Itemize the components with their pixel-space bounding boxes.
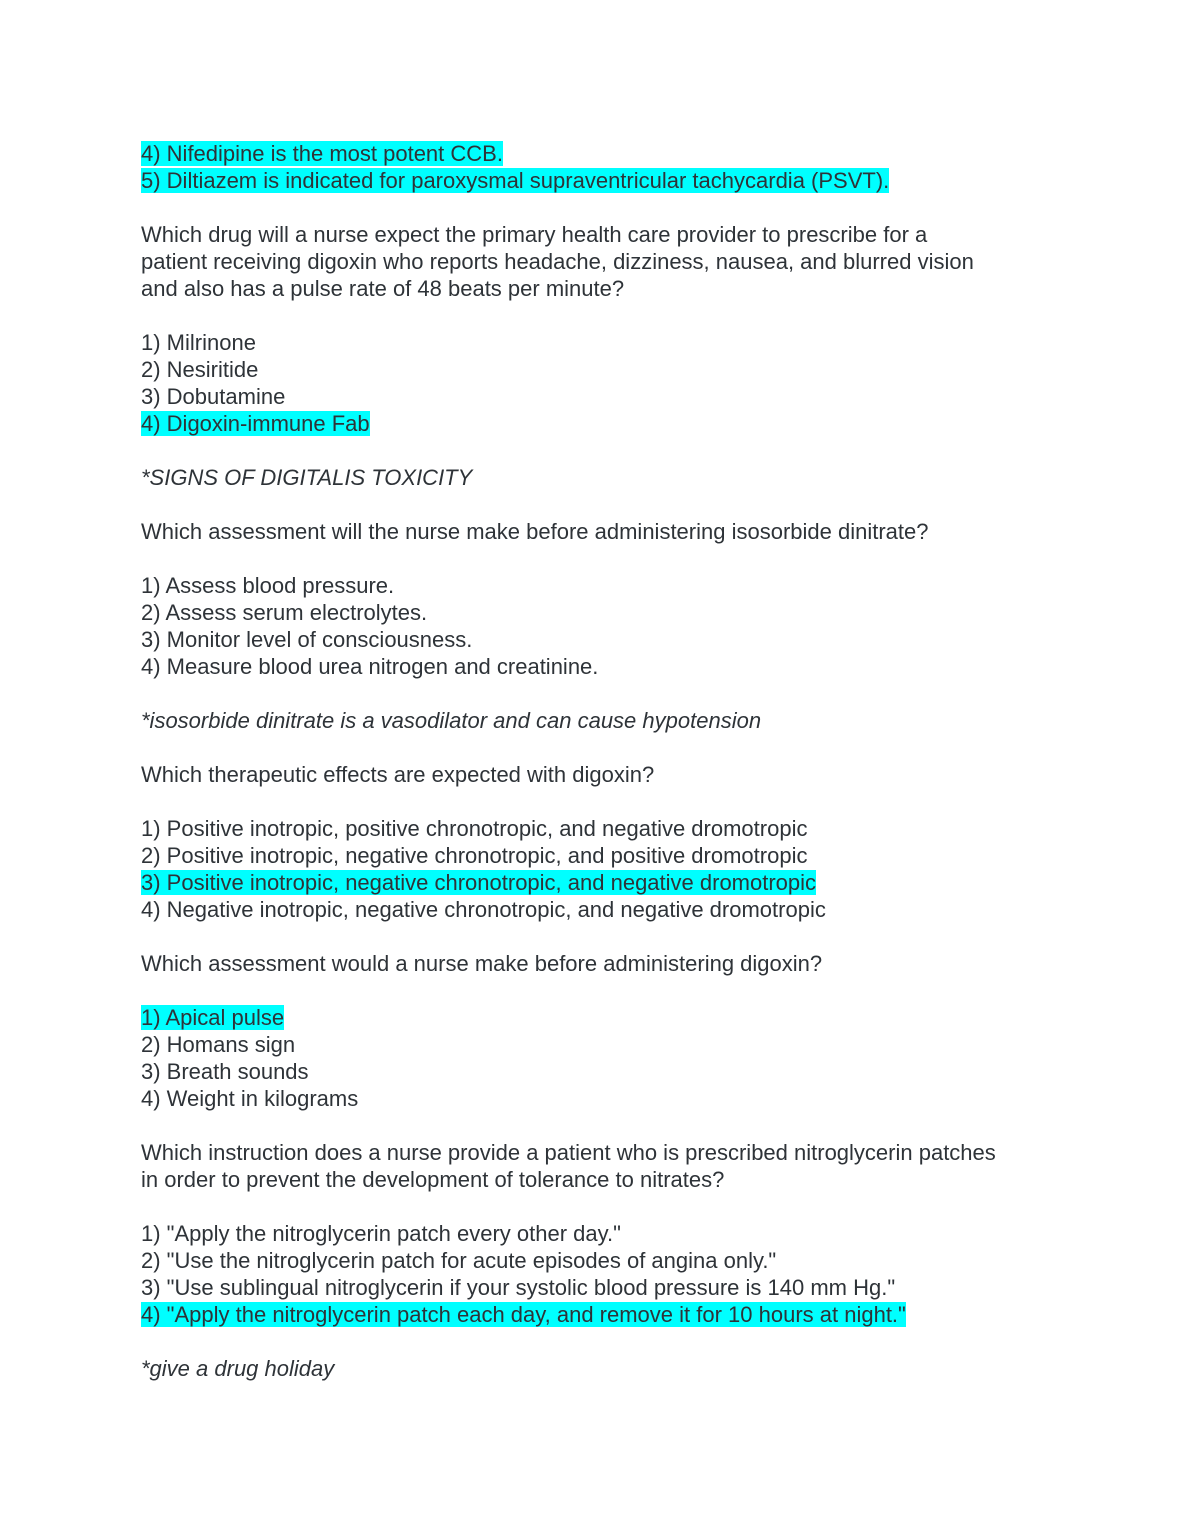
rationale-note: *SIGNS OF DIGITALIS TOXICITY xyxy=(141,465,473,490)
answer-option: 2) Nesiritide xyxy=(141,357,259,382)
question-text: Which assessment would a nurse make before administering digoxin? xyxy=(141,951,823,976)
rationale-note: *isosorbide dinitrate is a vasodilator and can cause hypotension xyxy=(141,708,762,733)
answer-option: 1) Assess blood pressure. xyxy=(141,573,395,598)
document-page xyxy=(141,140,1101,1382)
intro-items xyxy=(141,140,1101,194)
answer-option: 2) Positive inotropic, negative chronotropic, and positive dromotropic xyxy=(141,843,808,868)
answer-option-correct: 4) Digoxin-immune Fab xyxy=(141,411,370,436)
question-block-5 xyxy=(141,1139,1101,1382)
question-text: patient receiving digoxin who reports headache, dizziness, nausea, and blurred vision xyxy=(141,249,974,274)
answer-option: 3) Breath sounds xyxy=(141,1059,309,1084)
answer-option: 4) Weight in kilograms xyxy=(141,1086,359,1111)
question-block-3 xyxy=(141,761,1101,923)
answer-option: 3) "Use sublingual nitroglycerin if your systolic blood pressure is 140 mm Hg." xyxy=(141,1275,896,1300)
question-block-1 xyxy=(141,221,1101,491)
rationale-note: *give a drug holiday xyxy=(141,1356,335,1381)
answer-option-correct: 1) Apical pulse xyxy=(141,1005,285,1030)
question-block-4 xyxy=(141,950,1101,1112)
answer-option: 1) Positive inotropic, positive chronotropic, and negative dromotropic xyxy=(141,816,808,841)
question-text: Which instruction does a nurse provide a patient who is prescribed nitroglycerin patches xyxy=(141,1140,996,1165)
answer-option: 2) "Use the nitroglycerin patch for acute episodes of angina only." xyxy=(141,1248,777,1273)
question-text: Which assessment will the nurse make before administering isosorbide dinitrate? xyxy=(141,519,929,544)
question-text: and also has a pulse rate of 48 beats per minute? xyxy=(141,276,625,301)
answer-option: 3) Dobutamine xyxy=(141,384,286,409)
answer-option: 2) Homans sign xyxy=(141,1032,296,1057)
answer-option: 1) Milrinone xyxy=(141,330,256,355)
question-block-2 xyxy=(141,518,1101,734)
intro-item-highlighted: 4) Nifedipine is the most potent CCB. xyxy=(141,141,503,166)
answer-option: 1) "Apply the nitroglycerin patch every other day." xyxy=(141,1221,621,1246)
question-text: Which therapeutic effects are expected with digoxin? xyxy=(141,762,655,787)
answer-option: 4) Measure blood urea nitrogen and creatinine. xyxy=(141,654,599,679)
question-text: Which drug will a nurse expect the primary health care provider to prescribe for a xyxy=(141,222,928,247)
answer-option: 3) Monitor level of consciousness. xyxy=(141,627,473,652)
answer-option-correct: 4) "Apply the nitroglycerin patch each day, and remove it for 10 hours at night." xyxy=(141,1302,906,1327)
answer-option: 4) Negative inotropic, negative chronotropic, and negative dromotropic xyxy=(141,897,826,922)
answer-option: 2) Assess serum electrolytes. xyxy=(141,600,428,625)
question-text: in order to prevent the development of tolerance to nitrates? xyxy=(141,1167,725,1192)
intro-item-highlighted: 5) Diltiazem is indicated for paroxysmal supraventricular tachycardia (PSVT). xyxy=(141,168,890,193)
answer-option-correct: 3) Positive inotropic, negative chronotropic, and negative dromotropic xyxy=(141,870,817,895)
